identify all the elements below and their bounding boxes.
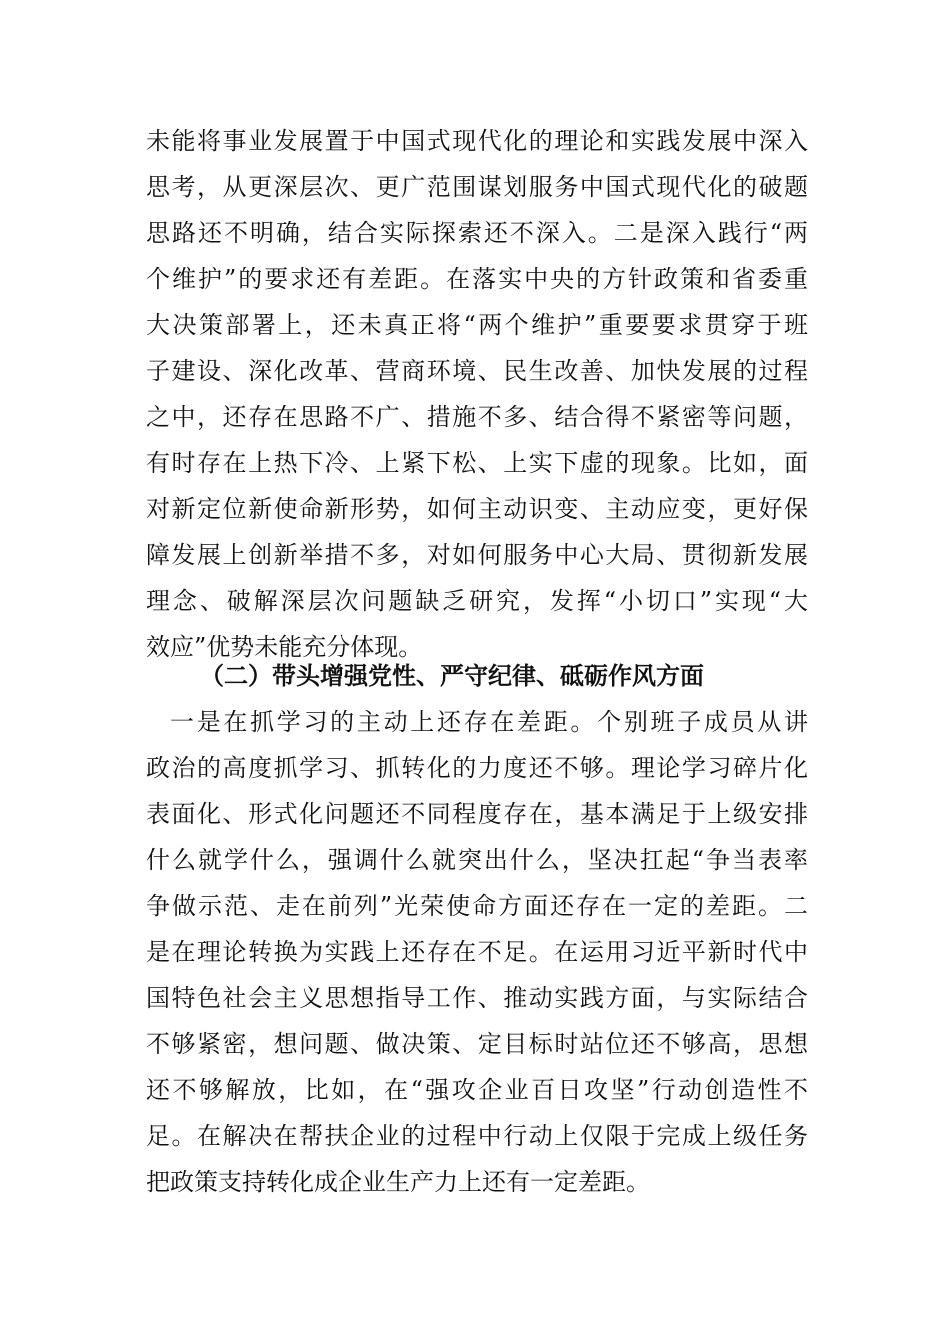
body-text-line: 对新定位新使命新形势，如何主动识变、主动应变，更好保 <box>146 495 808 523</box>
body-text-line: 障发展上创新举措不多，对如何服务中心大局、贯彻新发展 <box>146 541 808 569</box>
body-text-line: 个维护”的要求还有差距。在落实中央的方针政策和省委重 <box>146 265 808 293</box>
body-text-line: 未能将事业发展置于中国式现代化的理论和实践发展中深入 <box>146 127 808 155</box>
body-text-line: 不够紧密，想问题、做决策、定目标时站位还不够高，思想 <box>146 1030 808 1058</box>
body-text-line: 有时存在上热下冷、上紧下松、上实下虚的现象。比如，面 <box>146 449 808 477</box>
body-text-line: 争做示范、走在前列”光荣使命方面还存在一定的差距。二 <box>146 892 808 920</box>
body-text-line: 把政策支持转化成企业生产力上还有一定差距。 <box>146 1168 650 1196</box>
body-text-line: 理念、破解深层次问题缺乏研究，发挥“小切口”实现“大 <box>146 587 808 615</box>
body-text-line: 之中，还存在思路不广、措施不多、结合得不紧密等问题， <box>146 403 808 431</box>
body-text-line: 思路还不明确，结合实际探索还不深入。二是深入践行“两 <box>146 219 808 247</box>
body-text-line: 政治的高度抓学习、抓转化的力度还不够。理论学习碎片化 <box>146 754 808 782</box>
body-text-line: 一是在抓学习的主动上还存在差距。个别班子成员从讲 <box>170 708 808 736</box>
body-text-line: 大决策部署上，还未真正将“两个维护”重要要求贯穿于班 <box>146 311 808 339</box>
body-text-line: 子建设、深化改革、营商环境、民生改善、加快发展的过程 <box>146 357 808 385</box>
body-text-line: 表面化、形式化问题还不同程度存在，基本满足于上级安排 <box>146 800 808 828</box>
body-text-line: 是在理论转换为实践上还存在不足。在运用习近平新时代中 <box>146 938 808 966</box>
body-text-line: 还不够解放，比如，在“强攻企业百日攻坚”行动创造性不 <box>146 1076 808 1104</box>
body-text-line: 国特色社会主义思想指导工作、推动实践方面，与实际结合 <box>146 984 808 1012</box>
body-text-line: 效应”优势未能充分体现。 <box>146 633 423 661</box>
body-text-line: 足。在解决在帮扶企业的过程中行动上仅限于完成上级任务 <box>146 1122 808 1150</box>
body-text-line: 什么就学什么，强调什么就突出什么，坚决扛起“争当表率 <box>146 846 808 874</box>
body-text-line: 思考，从更深层次、更广范围谋划服务中国式现代化的破题 <box>146 173 808 201</box>
section-heading: （二）带头增强党性、严守纪律、砥砺作风方面 <box>200 661 704 690</box>
